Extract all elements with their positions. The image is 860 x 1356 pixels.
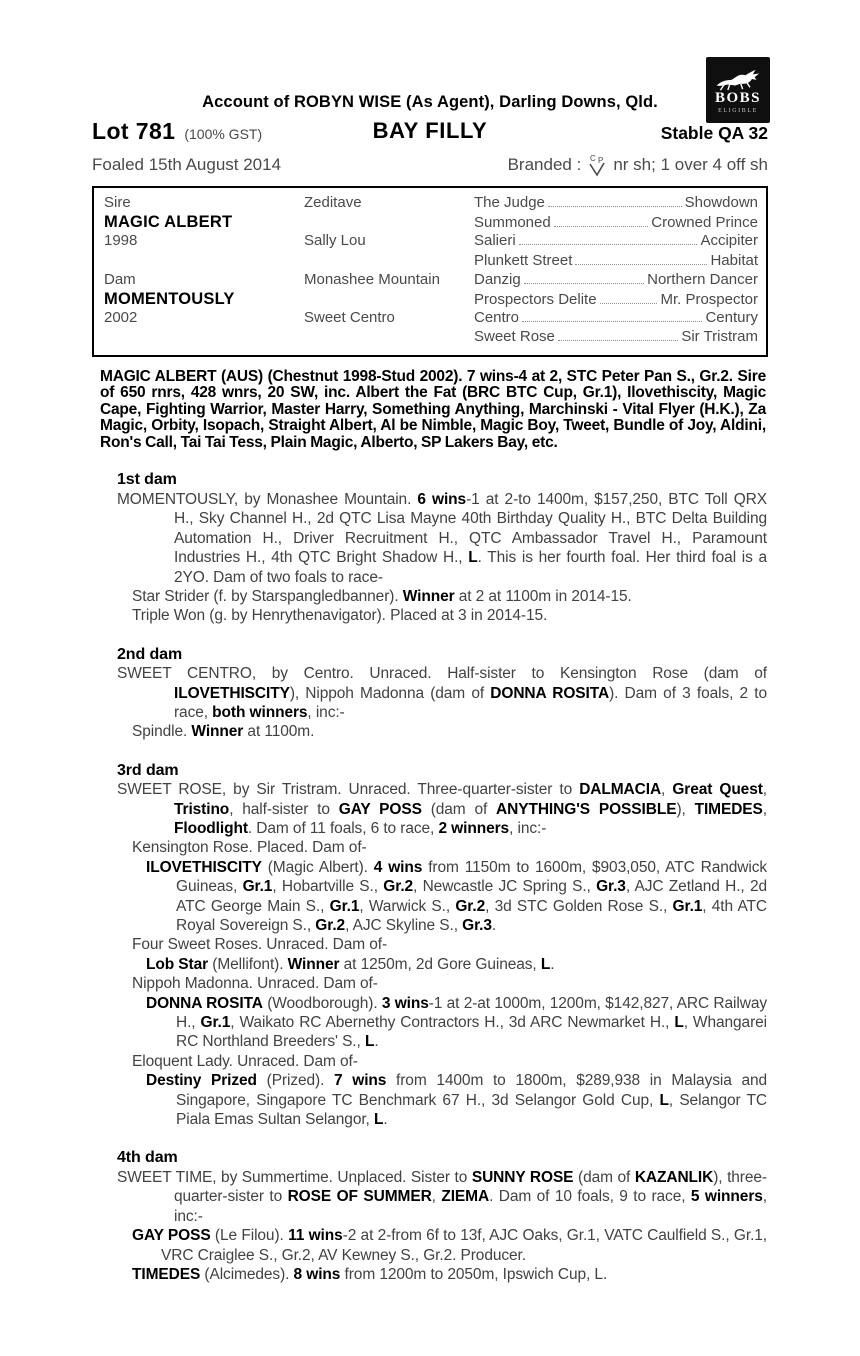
pedigree-generation-label: Dam xyxy=(104,270,136,288)
pedigree-row xyxy=(104,252,758,271)
foal-entry: Star Strider (f. by Starspangledbanner). Winner at 2 at 1100m in 2014-15. xyxy=(132,587,632,605)
pedigree-grandparent: Sally Lou xyxy=(304,232,366,250)
section-first-dam xyxy=(117,470,767,625)
bobs-logo-subtitle: ELIGIBLE xyxy=(718,108,758,114)
pedigree-table xyxy=(92,186,768,357)
pedigree-row xyxy=(104,213,758,232)
pedigree-row xyxy=(104,290,758,309)
dam-year: 2002 xyxy=(104,309,138,327)
ancestor-parent-name: Crowned Prince xyxy=(651,214,758,232)
dotted-leader xyxy=(519,244,698,245)
pedigree-row xyxy=(104,194,758,213)
pedigree-grandparent: Monashee Mountain xyxy=(304,270,440,288)
foal-entry: Triple Won (g. by Henrythenavigator). Placed at 3 in 2014-15. xyxy=(132,607,548,625)
dotted-leader xyxy=(554,226,649,227)
ancestor-name: Centro xyxy=(474,309,520,327)
pedigree-generation-label: Sire xyxy=(104,194,131,211)
section-fourth-dam xyxy=(117,1148,767,1284)
pedigree-greatgrandparent-pair xyxy=(474,291,758,308)
catalogue-content xyxy=(92,0,768,1284)
dotted-leader xyxy=(524,283,644,284)
section-third-dam xyxy=(117,761,767,1130)
section-second-dam xyxy=(117,645,767,742)
pedigree-greatgrandparent-pair xyxy=(474,194,758,211)
winner-entry: DONNA ROSITA (Woodborough). 3 wins-1 at 2-at 1000m, 1200m, $142,827, ARC Railway H., Gr.1, Waikato RC Abernethy Contractors H., 3d ARC Newmarket H., L, Whangarei RC Northland Breeders' S., L. xyxy=(146,994,767,1051)
branded-label: Branded : xyxy=(507,155,582,174)
pedigree-grandparent: Sweet Centro xyxy=(304,309,395,327)
foal-entry: Four Sweet Roses. Unraced. Dam of- xyxy=(132,936,388,954)
dam-description: SWEET TIME, by Summertime. Unplaced. Sister to SUNNY ROSE (dam of KAZANLIK), three-quarter-sister to ROSE OF SUMMER, ZIEMA. Dam of 10 foals, 9 to race, 5 winners, inc:- xyxy=(117,1168,767,1225)
pedigree-greatgrandparent-pair xyxy=(474,309,758,326)
sire-summary: MAGIC ALBERT (AUS) (Chestnut 1998-Stud 2002). 7 wins-4 at 2, STC Peter Pan S., Gr.2. Sire of 650 rnrs, 428 wnrs, 20 SW, inc. Albert the Fat (BRC BTC Cup, Gr.1), Ilovethiscity, Magic Cape, Fighting Warrior, Master Harry, Something Anything, Marchinski - Vital Flyer (H.K.), Za Magic, Orbity, Isopach, Straight Albert, Al be Nimble, Magic Boy, Tweet, Bundle of Joy, Aldini, Ron's Call, Tai Tai Tess, Plain Magic, Alberto, SP Lakers Bay, etc. xyxy=(100,367,766,451)
ancestor-parent-name: Accipiter xyxy=(700,232,758,250)
dam-name: MOMENTOUSLY xyxy=(104,289,235,308)
dotted-leader xyxy=(600,303,658,304)
lot-header-row xyxy=(92,118,768,148)
gst-note: (100% GST) xyxy=(184,126,263,142)
branded-info xyxy=(508,153,768,177)
pedigree-greatgrandparent-pair xyxy=(474,214,758,231)
foal-entry: Eloquent Lady. Unraced. Dam of- xyxy=(132,1052,358,1070)
dotted-leader xyxy=(575,264,707,265)
sire-year: 1998 xyxy=(104,232,138,250)
ancestor-name: Sweet Rose xyxy=(474,328,555,346)
svg-text:C: C xyxy=(590,154,597,163)
bobs-logo-title: BOBS xyxy=(714,90,762,106)
ancestor-name: The Judge xyxy=(474,194,545,211)
ancestor-parent-name: Northern Dancer xyxy=(647,270,758,288)
winner-entry: Lob Star (Mellifont). Winner at 1250m, 2d Gore Guineas, L. xyxy=(146,955,555,973)
horse-title: BAY FILLY xyxy=(372,118,488,143)
pedigree-row xyxy=(104,232,758,251)
pedigree-greatgrandparent-pair xyxy=(474,328,758,345)
foaled-branded-row xyxy=(92,153,768,177)
foaled-date: Foaled 15th August 2014 xyxy=(92,155,282,174)
svg-text:P: P xyxy=(598,156,604,165)
dam-section-heading: 3rd dam xyxy=(117,761,179,779)
winner-entry: ILOVETHISCITY (Magic Albert). 4 wins from 1150m to 1600m, $903,050, ATC Randwick Guineas, Gr.1, Hobartville S., Gr.2, Newcastle JC Spring S., Gr.3, AJC Zetland H., 2d ATC George Main S., Gr.1, Warwick S., Gr.2, 3d STC Golden Rose S., Gr.1, 4th ATC Royal Sovereign S., Gr.2, AJC Skyline S., Gr.3. xyxy=(146,858,767,934)
ancestor-name: Danzig xyxy=(474,270,521,288)
dam-description: SWEET ROSE, by Sir Tristram. Unraced. Three-quarter-sister to DALMACIA, Great Quest, Tristino, half-sister to GAY POSS (dam of ANYTHING'S POSSIBLE), TIMEDES, Floodlight. Dam of 11 foals, 6 to race, 2 winners, inc:- xyxy=(117,781,768,837)
account-line: Account of ROBYN WISE (As Agent), Darling Downs, Qld. xyxy=(202,93,658,111)
pedigree-row xyxy=(104,328,758,347)
foal-entry: Spindle. Winner at 1100m. xyxy=(132,723,315,741)
branded-text: nr sh; 1 over 4 off sh xyxy=(613,155,768,174)
brand-symbol-icon xyxy=(587,153,607,177)
dam-section-heading: 4th dam xyxy=(117,1149,178,1167)
foal-entry: Kensington Rose. Placed. Dam of- xyxy=(132,839,367,857)
pedigree-greatgrandparent-pair xyxy=(474,271,758,288)
lot-number: Lot 781 xyxy=(92,118,176,144)
pedigree-greatgrandparent-pair xyxy=(474,252,758,269)
winner-entry: Destiny Prized (Prized). 7 wins from 1400m to 1800m, $289,938 in Malaysia and Singapore, Singapore TC Benchmark 67 H., 3d Selangor Gold Cup, L, Selangor TC Piala Emas Sultan Selangor, L. xyxy=(146,1072,768,1129)
sire-name: MAGIC ALBERT xyxy=(104,213,233,232)
pedigree-grandparent: Zeditave xyxy=(304,194,362,211)
ancestor-name: Salieri xyxy=(474,232,516,250)
dam-description: SWEET CENTRO, by Centro. Unraced. Half-sister to Kensington Rose (dam of ILOVETHISCITY), Nippoh Madonna (dam of DONNA ROSITA). Dam of 3 foals, 2 to race, both winners, inc:- xyxy=(117,665,767,721)
pedigree-greatgrandparent-pair xyxy=(474,232,758,249)
ancestor-name: Summoned xyxy=(474,214,551,232)
ancestor-parent-name: Habitat xyxy=(710,251,758,269)
foal-entry: Nippoh Madonna. Unraced. Dam of- xyxy=(132,975,378,993)
ancestor-parent-name: Century xyxy=(705,309,758,327)
ancestor-parent-name: Sir Tristram xyxy=(681,328,758,346)
dam-section-heading: 1st dam xyxy=(117,471,177,489)
winner-entry: GAY POSS (Le Filou). 11 wins-2 at 2-from 6f to 13f, AJC Oaks, Gr.1, VATC Caulfield S., Gr.1, VRC Craiglee S., Gr.2, AV Kewney S., Gr.2. Producer. xyxy=(132,1227,767,1264)
ancestor-name: Plunkett Street xyxy=(474,251,573,269)
dam-section-heading: 2nd dam xyxy=(117,645,183,663)
ancestor-parent-name: Showdown xyxy=(684,194,758,211)
ancestor-parent-name: Mr. Prospector xyxy=(660,290,758,308)
pedigree-row xyxy=(104,309,758,328)
dotted-leader xyxy=(522,321,702,322)
stable-number: Stable QA 32 xyxy=(660,123,768,143)
dam-description: MOMENTOUSLY, by Monashee Mountain. 6 wins-1 at 2-to 1400m, $157,250, BTC Toll QRX H., Sky Channel H., 2d QTC Lisa Mayne 40th Birthday Quality H., BTC Delta Building Automation H., Driver Recruitment H., QTC Ambassador Travel H., Paramount Industries H., 4th QTC Bright Shadow H., L. This is her fourth foal. Her third foal is a 2YO. Dam of two foals to race- xyxy=(117,490,768,586)
ancestor-name: Prospectors Delite xyxy=(474,290,597,308)
dotted-leader xyxy=(558,340,678,341)
dotted-leader xyxy=(548,206,682,207)
winner-entry: TIMEDES (Alcimedes). 8 wins from 1200m to 2050m, Ipswich Cup, L. xyxy=(132,1265,608,1283)
pedigree-row xyxy=(104,271,758,290)
